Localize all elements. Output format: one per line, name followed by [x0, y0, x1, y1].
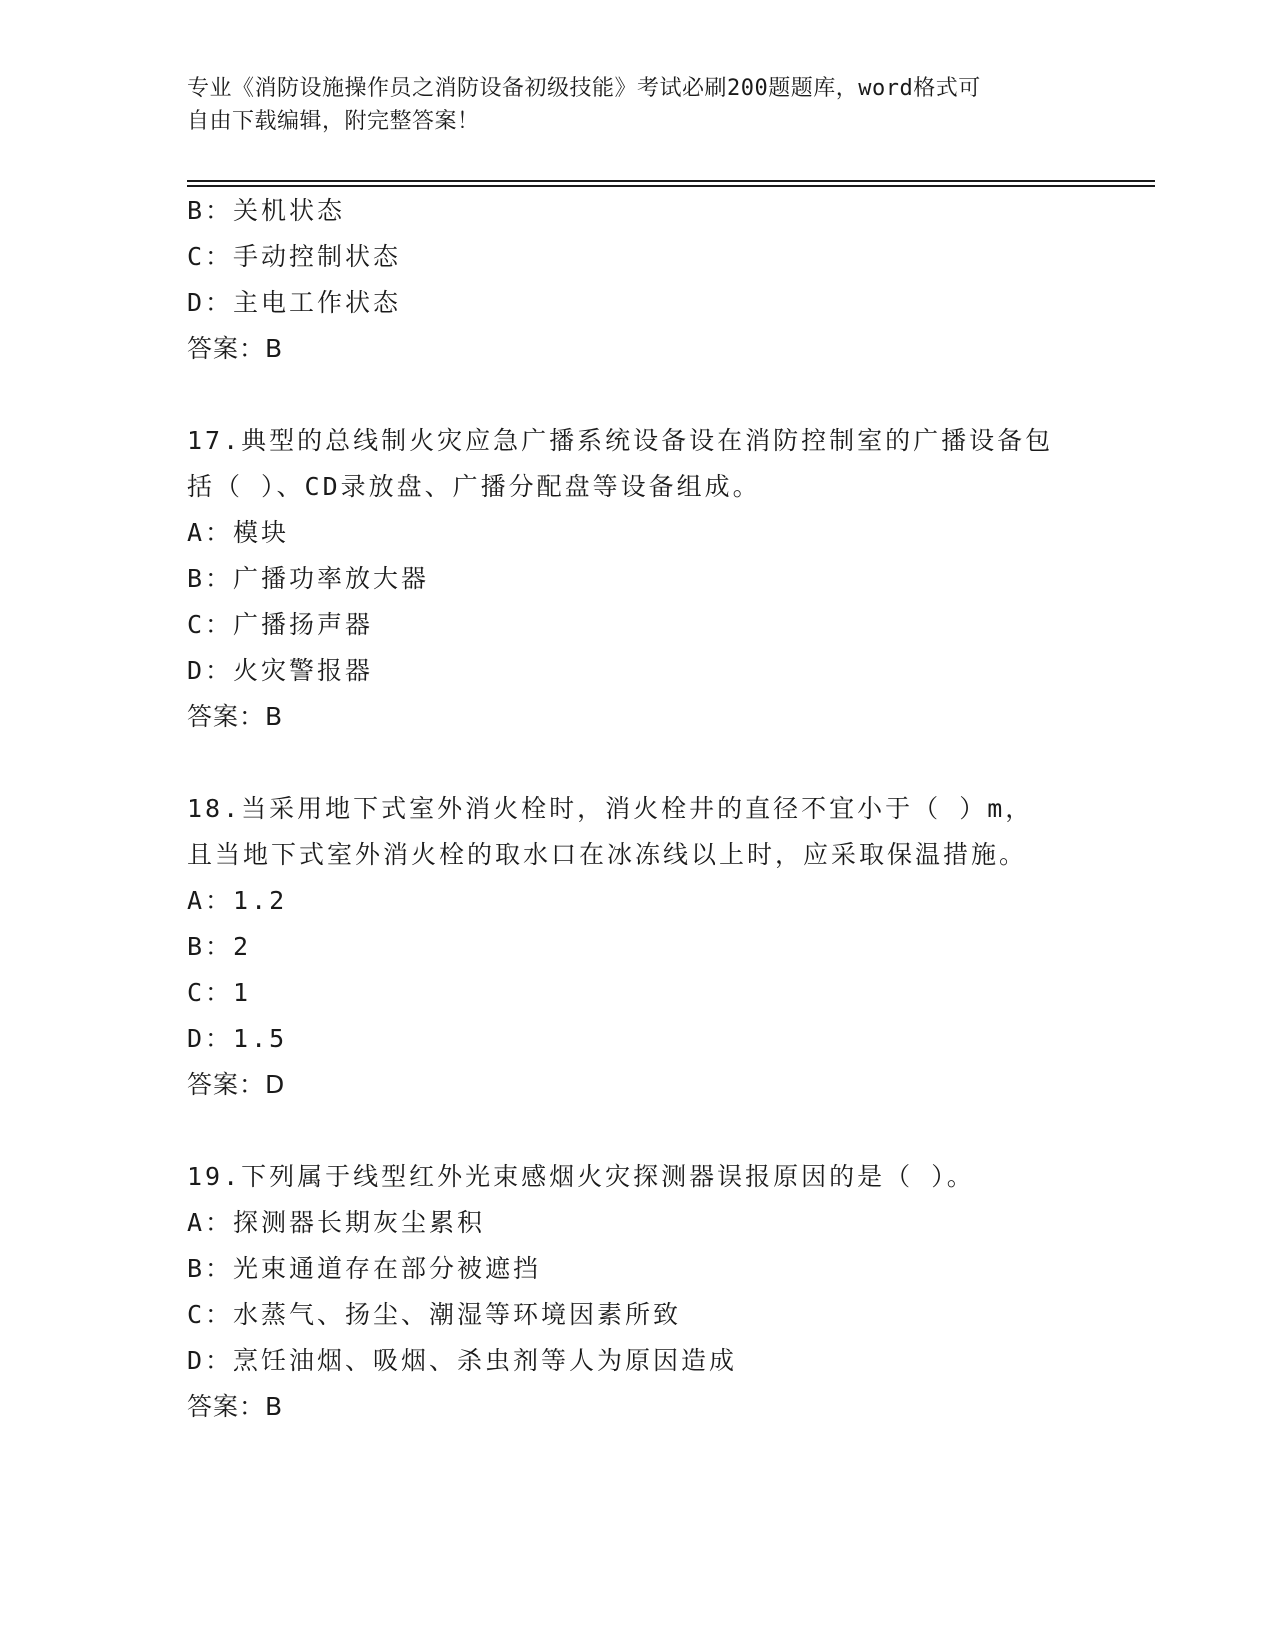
option-b: B：光束通道存在部分被遮挡 [187, 1254, 542, 1283]
document-header [187, 72, 1067, 138]
option-a: A：1.2 [187, 886, 288, 915]
option-c: C：广播扬声器 [187, 610, 374, 639]
question-17 [187, 418, 1087, 740]
header-divider-top [187, 180, 1155, 182]
option-c: C：1 [187, 978, 252, 1007]
answer-line: 答案：D [187, 1070, 286, 1099]
answer-line: 答案：B [187, 702, 284, 731]
question-stem-line-1: 18.当采用地下式室外消火栓时，消火栓井的直径不宜小于（ ）m， [187, 794, 1034, 823]
option-b: B：2 [187, 932, 252, 961]
option-d: D：主电工作状态 [187, 288, 402, 317]
answer-line: 答案：B [187, 1392, 284, 1421]
option-a: A：探测器长期灰尘累积 [187, 1208, 486, 1237]
option-d: D：1.5 [187, 1024, 288, 1053]
question-16-tail [187, 188, 1087, 372]
question-spacer [187, 1108, 1087, 1154]
option-a: A：模块 [187, 518, 290, 547]
question-stem-line-1: 17.典型的总线制火灾应急广播系统设备设在消防控制室的广播设备包 [187, 426, 1054, 455]
question-spacer [187, 740, 1087, 786]
question-stem-line-2: 且当地下式室外消火栓的取水口在冰冻线以上时，应采取保温措施。 [187, 840, 1028, 869]
question-18 [187, 786, 1087, 1108]
option-d: D：烹饪油烟、吸烟、杀虫剂等人为原因造成 [187, 1346, 738, 1375]
option-b: B：关机状态 [187, 196, 346, 225]
header-line-1: 专业《消防设施操作员之消防设备初级技能》考试必刷200题题库，word格式可 [187, 76, 981, 101]
header-divider-bottom [187, 185, 1155, 187]
option-c: C：手动控制状态 [187, 242, 402, 271]
question-stem-line-1: 19.下列属于线型红外光束感烟火灾探测器误报原因的是（ ）。 [187, 1162, 975, 1191]
header-line-2: 自由下载编辑，附完整答案！ [187, 109, 480, 134]
option-b: B：广播功率放大器 [187, 564, 430, 593]
question-19 [187, 1154, 1087, 1430]
option-c: C：水蒸气、扬尘、潮湿等环境因素所致 [187, 1300, 682, 1329]
answer-line: 答案：B [187, 334, 284, 363]
question-stem-line-2: 括（ ）、CD录放盘、广播分配盘等设备组成。 [187, 472, 761, 501]
question-spacer [187, 372, 1087, 418]
option-d: D：火灾警报器 [187, 656, 374, 685]
question-list [187, 188, 1087, 1430]
